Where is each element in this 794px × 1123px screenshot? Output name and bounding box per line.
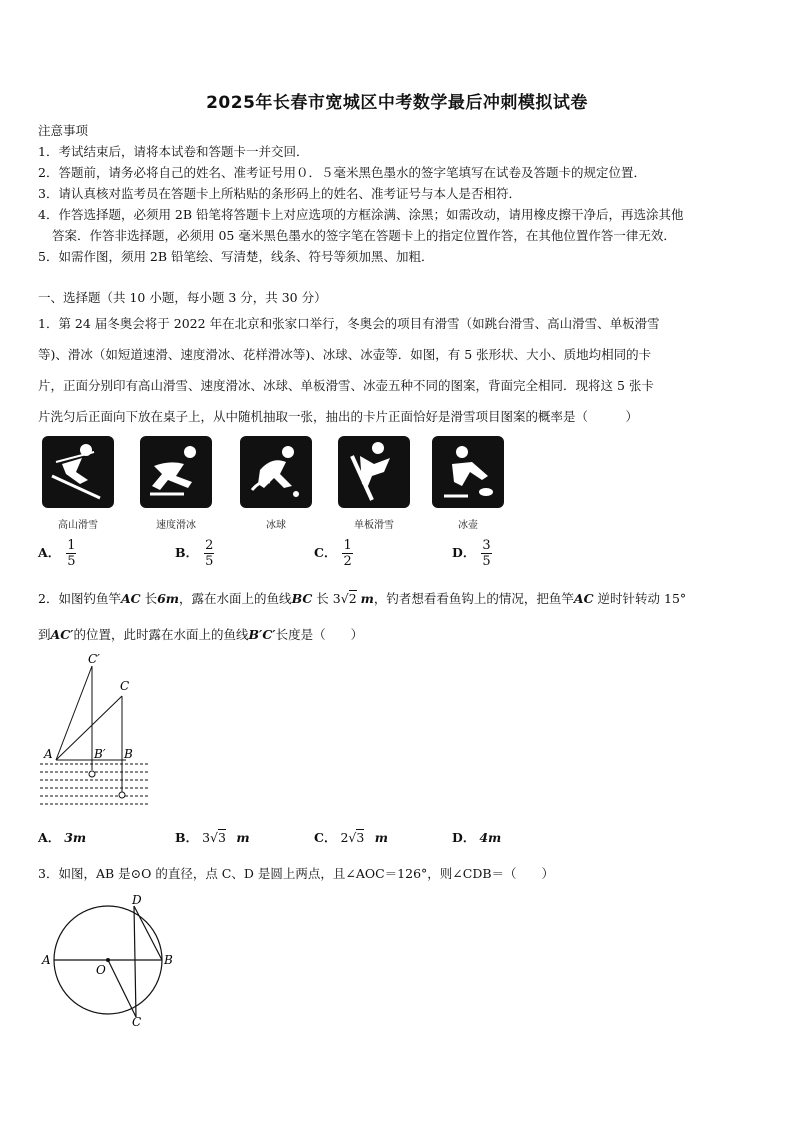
note-3: 3．请认真核对监考员在答题卡上所粘贴的条形码上的姓名、准考证号与本人是否相符． [38, 186, 521, 201]
card-label-curling: 冰壶 [458, 520, 478, 531]
notes-heading: 注意事项 [38, 123, 89, 138]
card-label-hockey: 冰球 [266, 520, 286, 531]
q2-line-1: 2．如图钓鱼竿AC 长6m，露在水面上的鱼线BC 长 3√2 m，钓者想看看鱼钩上的情况，把鱼竿AC 逆时针转动 15° [38, 591, 687, 606]
note-4: 4．作答选择题，必须用 2B 铅笔将答题卡上对应选项的方框涂满、涂黑；如需改动，请用橡皮擦干净后，再选涂其他 [38, 207, 684, 222]
card-label-speed: 速度滑冰 [156, 520, 196, 531]
label-b: B [164, 953, 173, 967]
q1-line-3: 片，正面分别印有高山滑雪、速度滑冰、冰球、单板滑雪、冰壶五种不同的图案，背面完全相同．现将这 5 张卡 [38, 378, 654, 393]
q1-option-c: C． $\frac{1}{2}$ [314, 538, 352, 569]
q3-line: 3．如图，AB 是⊙O 的直径，点 C、D 是圆上两点，且∠AOC＝126°，则∠CDB＝（ ） [38, 866, 555, 881]
speed-skating-icon [140, 436, 212, 508]
label-c: C [132, 1015, 142, 1028]
label-b-prime: B′ [94, 747, 106, 761]
ice-hockey-icon [240, 436, 312, 508]
label-d: D [132, 893, 142, 907]
label-a: A [44, 747, 53, 761]
note-5: 5．如需作图，须用 2B 铅笔绘、写清楚，线条、符号等须加黑、加粗． [38, 249, 434, 264]
q1-option-b: B． $\frac{2}{5}$ [175, 538, 214, 569]
q1-option-d: D． $\frac{3}{5}$ [452, 538, 491, 569]
exam-title: 2025年长春市宽城区中考数学最后冲刺模拟试卷 [206, 93, 588, 113]
card-label-snowboard: 单板滑雪 [354, 520, 394, 531]
note-1: 1．考试结束后，请将本试卷和答题卡一并交回． [38, 144, 309, 159]
q2-line-2: 到AC′的位置，此时露在水面上的鱼线B′C′长度是（ ） [38, 627, 364, 642]
q1-line-4: 片洗匀后正面向下放在桌子上，从中随机抽取一张，抽出的卡片正面恰好是滑雪项目图案的概率是（ ） [38, 409, 639, 424]
section-heading: 一、选择题（共 10 小题，每小题 3 分，共 30 分） [38, 290, 327, 305]
label-o: O [96, 963, 106, 977]
note-4-cont: 答案．作答非选择题，必须用 05 毫米黑色墨水的签字笔在答题卡上的指定位置作答，在其他位置作答一律无效． [52, 228, 676, 243]
q3-circle-figure [36, 892, 186, 1028]
snowboard-icon [338, 436, 410, 508]
note-2: 2．答题前，请务必将自己的姓名、准考证号用０．５毫米黑色墨水的签字笔填写在试卷及答题卡的规定位置． [38, 165, 646, 180]
q1-line-2: 等)、滑冰（如短道速滑、速度滑冰、花样滑冰等)、冰球、冰壶等．如图，有 5 张形状、大小、质地均相同的卡 [38, 347, 652, 362]
card-label-alpine: 高山滑雪 [58, 520, 98, 531]
label-b: B [124, 747, 133, 761]
curling-icon [432, 436, 504, 508]
q2-option-d: D． 4m [452, 830, 502, 845]
q1-option-a: A． $\frac{1}{5}$ [38, 538, 76, 569]
q2-option-b: B． 3√3 m [175, 830, 250, 845]
q2-option-c: C． 2√3 m [314, 830, 388, 845]
label-a: A [42, 953, 51, 967]
q2-fishing-rod-figure [36, 650, 156, 810]
q1-line-1: 1．第 24 届冬奥会将于 2022 年在北京和张家口举行，冬奥会的项目有滑雪（如跳台滑雪、高山滑雪、单板滑雪 [38, 316, 660, 331]
label-c-prime: C′ [88, 652, 100, 666]
label-c: C [120, 679, 130, 693]
q2-option-a: A． 3m [38, 830, 87, 845]
alpine-skiing-icon [42, 436, 114, 508]
